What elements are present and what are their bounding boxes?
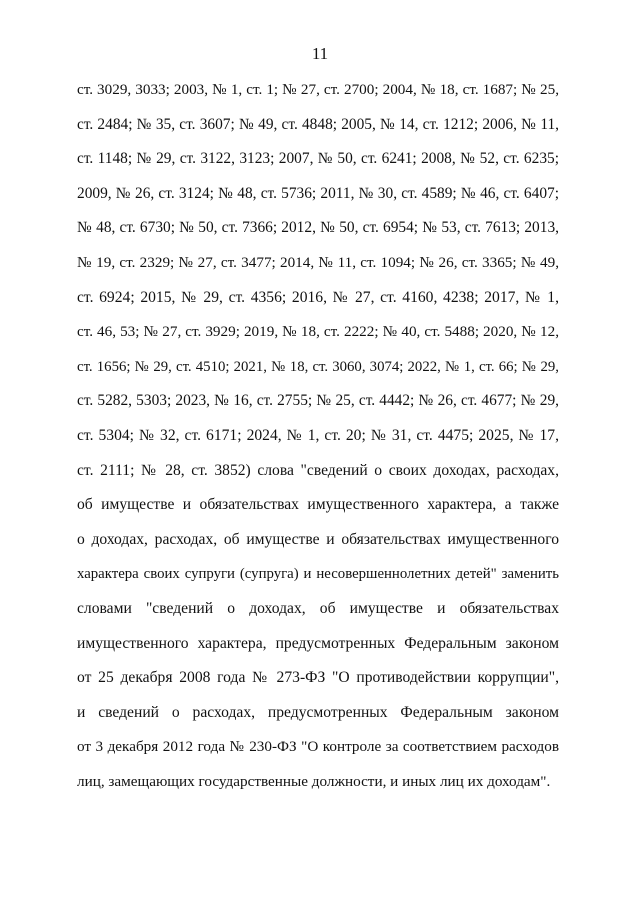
text-line: ст. 3029, 3033; 2003, № 1, ст. 1; № 27, ст. 2700; 2004, № 18, ст. 1687; № 25, <box>77 81 559 98</box>
document-body <box>77 78 559 804</box>
text-line: словами "сведений о доходах, об имуществе и обязательствах <box>77 599 559 617</box>
page-number: 11 <box>311 44 329 63</box>
text-line: ст. 5282, 5303; 2023, № 16, ст. 2755; № 25, ст. 4442; № 26, ст. 4677; № 29, <box>77 392 559 410</box>
text-line: характера своих супруги (супруга) и несовершеннолетних детей" заменить <box>77 566 559 583</box>
text-line: и сведений о расходах, предусмотренных Федеральным законом <box>77 703 559 721</box>
text-line: о доходах, расходах, об имуществе и обязательствах имущественного <box>77 530 559 548</box>
text-line: ст. 2111; № 28, ст. 3852) слова "сведений о своих доходах, расходах, <box>77 461 559 479</box>
text-line: ст. 1656; № 29, ст. 4510; 2021, № 18, ст. 3060, 3074; 2022, № 1, ст. 66; № 29, <box>77 358 559 375</box>
text-line: об имуществе и обязательствах имущественного характера, а также <box>77 496 559 514</box>
text-line: от 25 декабря 2008 года № 273-ФЗ "О противодействии коррупции", <box>77 669 559 687</box>
text-line: ст. 2484; № 35, ст. 3607; № 49, ст. 4848; 2005, № 14, ст. 1212; 2006, № 11, <box>77 115 559 133</box>
text-line: ст. 6924; 2015, № 29, ст. 4356; 2016, № 27, ст. 4160, 4238; 2017, № 1, <box>77 288 559 306</box>
text-line: лиц, замещающих государственные должности, и иных лиц их доходам". <box>77 772 551 790</box>
text-line: ст. 5304; № 32, ст. 6171; 2024, № 1, ст. 20; № 31, ст. 4475; 2025, № 17, <box>77 426 559 444</box>
text-line: 2009, № 26, ст. 3124; № 48, ст. 5736; 2011, № 30, ст. 4589; № 46, ст. 6407; <box>77 184 559 202</box>
text-line: ст. 1148; № 29, ст. 3122, 3123; 2007, № 50, ст. 6241; 2008, № 52, ст. 6235; <box>77 150 559 168</box>
text-line: имущественного характера, предусмотренных Федеральным законом <box>77 634 559 652</box>
text-line: № 19, ст. 2329; № 27, ст. 3477; 2014, № 11, ст. 1094; № 26, ст. 3365; № 49, <box>77 253 559 271</box>
text-line: № 48, ст. 6730; № 50, ст. 7366; 2012, № 50, ст. 6954; № 53, ст. 7613; 2013, <box>77 219 559 237</box>
text-line: от 3 декабря 2012 года № 230-ФЗ "О контроле за соответствием расходов <box>77 738 559 756</box>
text-line: ст. 46, 53; № 27, ст. 3929; 2019, № 18, ст. 2222; № 40, ст. 5488; 2020, № 12, <box>77 323 559 341</box>
